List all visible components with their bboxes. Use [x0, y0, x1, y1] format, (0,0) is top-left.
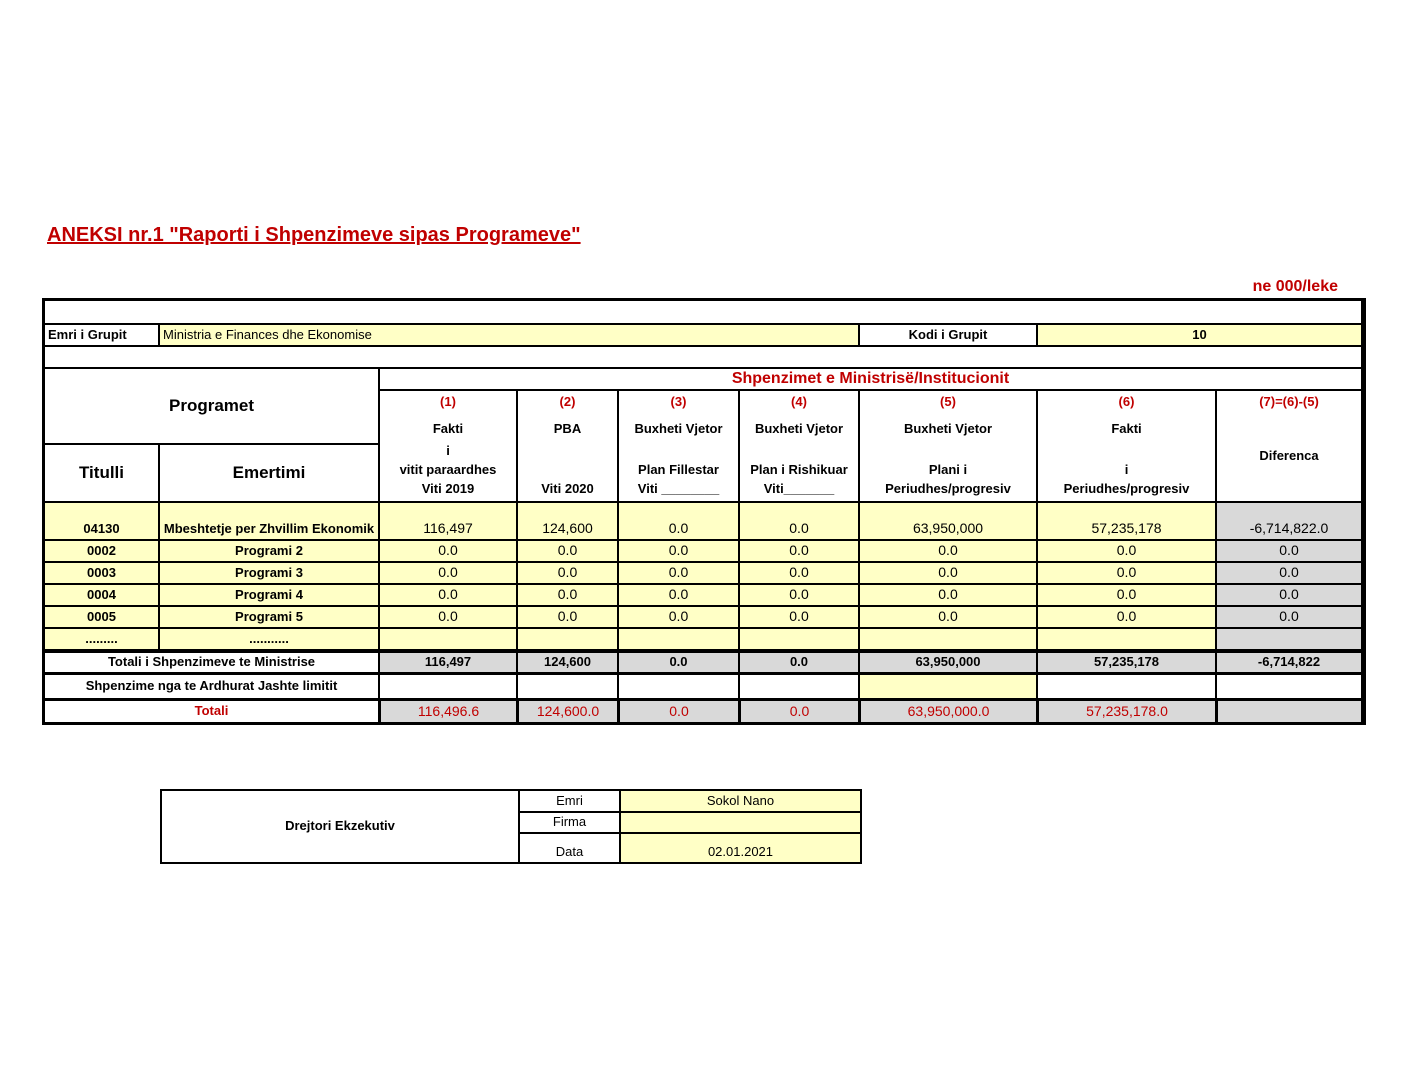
grand-total-col7: [1217, 701, 1363, 722]
col-header-7: [1217, 391, 1363, 503]
report-title: ANEKSI nr.1 "Raporti i Shpenzimeve sipas Programeve": [47, 224, 581, 246]
signature-name-label: Emri: [520, 791, 621, 813]
group-name-label: Emri i Grupit: [45, 325, 160, 347]
row-value-col1: 0.0: [380, 563, 518, 585]
row-value-col7: 0.0: [1217, 607, 1363, 629]
col-subtitle: Plan Fillestar Viti ________: [637, 462, 720, 497]
row-code: 0004: [45, 585, 160, 607]
row-value-col4: 0.0: [740, 607, 860, 629]
col-subtitle: Plani i Periudhes/progresiv: [885, 462, 1011, 497]
signature-sign-label: Firma: [520, 813, 621, 834]
total-ministry-col4: 0.0: [740, 651, 860, 675]
total-ministry-col2: 124,600: [518, 651, 619, 675]
row-value-col6: 0.0: [1038, 607, 1217, 629]
external-income-col2[interactable]: [518, 675, 619, 701]
col-number: (1): [440, 394, 456, 409]
col-header-6: [1038, 391, 1217, 503]
col-number: (6): [1118, 394, 1135, 409]
programs-header: Programet: [45, 369, 380, 445]
total-ministry-col6: 57,235,178: [1038, 651, 1217, 675]
col-number: (7)=(6)-(5): [1259, 394, 1319, 409]
row-value-col3: 0.0: [619, 563, 740, 585]
row-code: 0002: [45, 541, 160, 563]
col-subtitle: Plan i Rishikuar Viti_______: [750, 462, 848, 497]
grand-total-col3: 0.0: [619, 701, 740, 722]
row-value-col1: 0.0: [380, 541, 518, 563]
col-header-titulli: Titulli: [45, 445, 160, 503]
signature-block: [160, 789, 862, 864]
row-value-col1: 116,497: [380, 503, 518, 541]
program-expense-table: [42, 298, 1366, 725]
row-value-col3: [619, 629, 740, 651]
col-header-4: [740, 391, 860, 503]
external-income-col3[interactable]: [619, 675, 740, 701]
total-ministry-col7: -6,714,822: [1217, 651, 1363, 675]
row-value-col1: 0.0: [380, 607, 518, 629]
signature-date-value[interactable]: 02.01.2021: [621, 834, 860, 862]
col-title: Buxheti Vjetor: [754, 421, 844, 436]
row-value-col3: 0.0: [619, 585, 740, 607]
col-number: (3): [670, 394, 687, 409]
row-value-col5: 0.0: [860, 607, 1038, 629]
row-value-col1: 0.0: [380, 585, 518, 607]
row-code: 0005: [45, 607, 160, 629]
row-value-col3: 0.0: [619, 503, 740, 541]
row-value-col4: 0.0: [740, 563, 860, 585]
signature-date-label: Data: [520, 834, 621, 862]
row-value-col5: 0.0: [860, 585, 1038, 607]
row-value-col2: 124,600: [518, 503, 619, 541]
row-value-col6: 57,235,178: [1038, 503, 1217, 541]
row-value-col1: [380, 629, 518, 651]
row-value-col5: [860, 629, 1038, 651]
group-name-value[interactable]: Ministria e Finances dhe Ekonomise: [160, 325, 860, 347]
col-subtitle: i Periudhes/progresiv: [1063, 462, 1190, 497]
col-number: (5): [940, 394, 956, 409]
row-value-col3: 0.0: [619, 541, 740, 563]
row-value-col5: 0.0: [860, 541, 1038, 563]
grand-total-label: Totali: [45, 701, 380, 722]
row-value-col4: [740, 629, 860, 651]
section-title: Shpenzimet e Ministrisë/Institucionit: [380, 369, 1363, 391]
row-value-col2: 0.0: [518, 563, 619, 585]
row-code: 0003: [45, 563, 160, 585]
row-value-col2: 0.0: [518, 607, 619, 629]
row-value-col7: [1217, 629, 1363, 651]
col-title: Fakti: [432, 421, 464, 436]
total-ministry-col1: 116,497: [380, 651, 518, 675]
grand-total-col5: 63,950,000.0: [860, 701, 1038, 722]
row-value-col6: 0.0: [1038, 541, 1217, 563]
col-header-emertimi: Emertimi: [160, 445, 380, 503]
external-income-col4[interactable]: [740, 675, 860, 701]
blank-row-middle: [45, 347, 1363, 369]
col-header-1: [380, 391, 518, 503]
row-value-col4: 0.0: [740, 503, 860, 541]
row-value-col4: 0.0: [740, 585, 860, 607]
row-value-col7: -6,714,822.0: [1217, 503, 1363, 541]
col-number: (2): [559, 394, 576, 409]
total-ministry-col3: 0.0: [619, 651, 740, 675]
external-income-col7[interactable]: [1217, 675, 1363, 701]
row-value-col2: 0.0: [518, 585, 619, 607]
row-value-col2: [518, 629, 619, 651]
grand-total-col4: 0.0: [740, 701, 860, 722]
grand-total-col6: 57,235,178.0: [1038, 701, 1217, 722]
row-value-col5: 63,950,000: [860, 503, 1038, 541]
total-ministry-label: Totali i Shpenzimeve te Ministrise: [45, 651, 380, 675]
row-value-col6: 0.0: [1038, 563, 1217, 585]
row-name: Programi 3: [160, 563, 380, 585]
total-ministry-col5: 63,950,000: [860, 651, 1038, 675]
blank-row-top: [45, 301, 1363, 325]
col-subtitle: i vitit paraardhes Viti 2019: [399, 443, 497, 497]
col-header-5: [860, 391, 1038, 503]
row-value-col6: 0.0: [1038, 585, 1217, 607]
group-code-value[interactable]: 10: [1038, 325, 1363, 347]
external-income-col5[interactable]: [860, 675, 1038, 701]
grand-total-col2: 124,600.0: [518, 701, 619, 722]
row-code: 04130: [45, 503, 160, 541]
grand-total-col1: 116,496.6: [380, 701, 518, 722]
col-subtitle: Viti 2020: [541, 481, 594, 497]
group-code-label: Kodi i Grupit: [860, 325, 1038, 347]
external-income-col6[interactable]: [1038, 675, 1217, 701]
unit-label: ne 000/leke: [1252, 278, 1338, 295]
row-name: Programi 4: [160, 585, 380, 607]
signature-name-value[interactable]: Sokol Nano: [621, 791, 860, 813]
signature-role: Drejtori Ekzekutiv: [162, 791, 520, 862]
row-code: .........: [45, 629, 160, 651]
row-value-col3: 0.0: [619, 607, 740, 629]
row-value-col7: 0.0: [1217, 563, 1363, 585]
row-name: Mbeshtetje per Zhvillim Ekonomik: [160, 503, 380, 541]
col-title: Fakti: [1111, 421, 1142, 436]
external-income-col1[interactable]: [380, 675, 518, 701]
signature-sign-value[interactable]: [621, 813, 860, 834]
row-name: ...........: [160, 629, 380, 651]
row-value-col7: 0.0: [1217, 541, 1363, 563]
row-name: Programi 5: [160, 607, 380, 629]
col-number: (4): [791, 394, 807, 409]
col-header-2: [518, 391, 619, 503]
col-subtitle: Diferenca: [1259, 448, 1319, 463]
external-income-label: Shpenzime nga te Ardhurat Jashte limitit: [45, 675, 380, 701]
row-name: Programi 2: [160, 541, 380, 563]
col-title: Buxheti Vjetor: [903, 421, 993, 436]
row-value-col2: 0.0: [518, 541, 619, 563]
col-title: PBA: [553, 421, 582, 436]
col-title: Buxheti Vjetor: [634, 421, 723, 436]
row-value-col6: [1038, 629, 1217, 651]
row-value-col4: 0.0: [740, 541, 860, 563]
row-value-col5: 0.0: [860, 563, 1038, 585]
row-value-col7: 0.0: [1217, 585, 1363, 607]
col-header-3: [619, 391, 740, 503]
